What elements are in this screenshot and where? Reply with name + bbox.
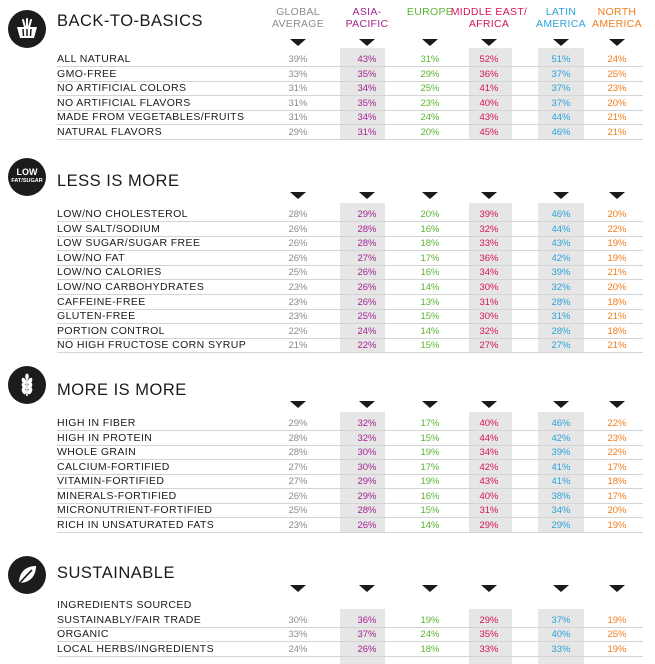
- value-global: 26%: [288, 238, 308, 250]
- value-latam: 42%: [551, 432, 571, 444]
- value-mea: 30%: [479, 282, 499, 293]
- value-asia: 36%: [357, 614, 377, 626]
- value-latam: 31%: [551, 311, 571, 323]
- basket-icon: [8, 10, 46, 48]
- value-na: 21%: [607, 267, 627, 279]
- value-asia: 29%: [357, 209, 377, 220]
- value-na: 18%: [607, 325, 627, 337]
- value-global: 23%: [288, 311, 308, 323]
- value-asia: 30%: [357, 447, 377, 458]
- value-europe: 29%: [420, 68, 440, 80]
- value-latam: 46%: [551, 209, 571, 220]
- value-global: 28%: [288, 432, 308, 444]
- row-label: LOW/NO CARBOHYDRATES: [57, 281, 205, 293]
- row-label: CAFFEINE-FREE: [57, 295, 146, 308]
- value-latam: 41%: [551, 461, 571, 473]
- value-latam: 32%: [551, 282, 571, 293]
- row-label: NO HIGH FRUCTOSE CORN SYRUP: [57, 339, 247, 352]
- value-latam: 27%: [551, 340, 571, 352]
- column-arrow: [422, 585, 438, 592]
- value-asia: 32%: [357, 432, 377, 444]
- column-arrow: [359, 39, 375, 46]
- value-europe: 17%: [420, 252, 440, 264]
- value-latam: 43%: [551, 238, 571, 250]
- value-europe: 20%: [420, 209, 440, 220]
- value-global: 29%: [288, 418, 308, 429]
- low-icon-line2: FAT/SUGAR: [11, 178, 43, 184]
- column-arrow: [422, 401, 438, 408]
- value-latam: 41%: [551, 476, 571, 487]
- leaf-icon: [8, 556, 46, 594]
- value-mea: 42%: [479, 461, 499, 473]
- value-global: 24%: [288, 643, 308, 655]
- value-mea: 41%: [479, 83, 499, 94]
- column-header-latam: [536, 6, 586, 30]
- value-global: 23%: [288, 296, 308, 308]
- value-na: 19%: [607, 238, 627, 250]
- column-header-line: AFRICA: [468, 18, 510, 30]
- value-asia: 28%: [357, 238, 377, 250]
- value-europe: 19%: [420, 447, 440, 458]
- value-asia: 29%: [357, 476, 377, 487]
- value-na: 25%: [607, 629, 627, 640]
- row-label: LOW SALT/SODIUM: [57, 222, 161, 235]
- column-header-global: [272, 6, 324, 30]
- value-latam: 38%: [551, 490, 571, 502]
- value-latam: 39%: [551, 267, 571, 279]
- value-mea: 34%: [479, 267, 499, 279]
- value-na: 17%: [607, 490, 627, 502]
- value-europe: 18%: [420, 643, 440, 655]
- value-global: 27%: [288, 476, 308, 487]
- value-latam: 37%: [551, 97, 571, 109]
- value-na: 19%: [607, 252, 627, 264]
- value-latam: 51%: [551, 54, 571, 65]
- value-asia: 31%: [357, 126, 377, 138]
- value-latam: 44%: [551, 112, 571, 123]
- value-europe: 15%: [420, 311, 440, 323]
- value-global: 31%: [288, 83, 308, 94]
- row-label: ALL NATURAL: [57, 53, 131, 65]
- value-europe: 14%: [420, 325, 440, 337]
- value-global: 31%: [288, 97, 308, 109]
- value-mea: 40%: [479, 97, 499, 109]
- column-arrow: [290, 401, 306, 408]
- section-title: SUSTAINABLE: [57, 564, 175, 582]
- row-divider: [57, 656, 643, 657]
- value-latam: 39%: [551, 447, 571, 458]
- row-label: INGREDIENTS SOURCED: [57, 599, 192, 611]
- value-asia: 37%: [357, 629, 377, 640]
- value-latam: 40%: [551, 629, 571, 640]
- column-arrow: [359, 585, 375, 592]
- value-na: 22%: [607, 447, 627, 458]
- column-arrow: [553, 192, 569, 199]
- column-arrow: [553, 585, 569, 592]
- column-header-line: MIDDLE EAST/: [450, 6, 528, 18]
- value-latam: 37%: [551, 68, 571, 80]
- value-asia: 28%: [357, 223, 377, 235]
- row-label: GMO-FREE: [57, 67, 117, 80]
- value-mea: 44%: [479, 432, 499, 444]
- value-global: 33%: [288, 68, 308, 80]
- wheat-icon: [8, 366, 46, 404]
- value-mea: 40%: [479, 418, 499, 429]
- value-europe: 20%: [420, 126, 440, 138]
- row-label: WHOLE GRAIN: [57, 446, 137, 458]
- value-latam: 46%: [551, 418, 571, 429]
- value-global: 25%: [288, 505, 308, 516]
- value-mea: 39%: [479, 209, 499, 220]
- row-divider: [57, 139, 643, 140]
- column-arrow: [609, 192, 625, 199]
- value-europe: 17%: [420, 461, 440, 473]
- value-asia: 26%: [357, 282, 377, 293]
- row-label: RICH IN UNSATURATED FATS: [57, 518, 215, 531]
- row-label: MADE FROM VEGETABLES/FRUITS: [57, 111, 245, 123]
- value-mea: 33%: [479, 238, 499, 250]
- value-europe: 31%: [420, 54, 440, 65]
- row-divider: [57, 532, 643, 533]
- value-asia: 34%: [357, 112, 377, 123]
- value-asia: 28%: [357, 505, 377, 516]
- row-label-continued: SUSTAINABLY/FAIR TRADE: [57, 613, 202, 626]
- value-na: 21%: [607, 126, 627, 138]
- low-icon-line1: LOW: [16, 167, 38, 177]
- value-global: 33%: [288, 629, 308, 640]
- value-mea: 31%: [479, 296, 499, 308]
- value-asia: 26%: [357, 267, 377, 279]
- value-europe: 14%: [420, 282, 440, 293]
- value-mea: 43%: [479, 112, 499, 123]
- value-mea: 40%: [479, 490, 499, 502]
- row-label: ORGANIC: [57, 628, 109, 640]
- value-global: 25%: [288, 267, 308, 279]
- value-na: 21%: [607, 311, 627, 323]
- row-label: GLUTEN-FREE: [57, 310, 136, 323]
- column-header-line: AMERICA: [592, 18, 642, 30]
- value-mea: 30%: [479, 311, 499, 323]
- column-header-line: LATIN: [545, 6, 577, 18]
- column-header-line: ASIA-: [352, 6, 382, 18]
- value-asia: 26%: [357, 643, 377, 655]
- value-mea: 32%: [479, 325, 499, 337]
- value-latam: 28%: [551, 325, 571, 337]
- value-global: 30%: [288, 614, 308, 626]
- column-header-line: EUROPE: [406, 6, 454, 18]
- value-na: 21%: [607, 340, 627, 352]
- row-label: LOW/NO CALORIES: [57, 266, 162, 279]
- value-asia: 32%: [357, 418, 377, 429]
- value-na: 20%: [607, 282, 627, 293]
- row-label: NATURAL FLAVORS: [57, 125, 162, 138]
- row-label: LOW SUGAR/SUGAR FREE: [57, 237, 201, 250]
- value-mea: 34%: [479, 447, 499, 458]
- value-europe: 24%: [420, 629, 440, 640]
- row-label: NO ARTIFICIAL FLAVORS: [57, 96, 191, 109]
- column-arrow: [359, 401, 375, 408]
- value-global: 39%: [288, 54, 308, 65]
- value-asia: 27%: [357, 252, 377, 264]
- value-asia: 34%: [357, 83, 377, 94]
- value-na: 19%: [607, 614, 627, 626]
- value-global: 28%: [288, 209, 308, 220]
- value-na: 24%: [607, 54, 627, 65]
- value-mea: 36%: [479, 252, 499, 264]
- column-header-line: GLOBAL: [276, 6, 320, 18]
- row-label: MICRONUTRIENT-FORTIFIED: [57, 504, 213, 516]
- low-fat-sugar-icon: [8, 158, 46, 196]
- column-header-asia: [346, 6, 389, 30]
- value-europe: 23%: [420, 97, 440, 109]
- row-label: MINERALS-FORTIFIED: [57, 489, 177, 502]
- value-europe: 25%: [420, 83, 440, 94]
- value-na: 19%: [607, 643, 627, 655]
- value-europe: 15%: [420, 340, 440, 352]
- column-arrow: [553, 401, 569, 408]
- column-arrow: [290, 585, 306, 592]
- value-latam: 34%: [551, 505, 571, 516]
- value-global: 27%: [288, 461, 308, 473]
- value-europe: 14%: [420, 519, 440, 531]
- value-europe: 16%: [420, 223, 440, 235]
- value-na: 20%: [607, 97, 627, 109]
- value-global: 26%: [288, 223, 308, 235]
- value-mea: 29%: [479, 519, 499, 531]
- value-asia: 26%: [357, 519, 377, 531]
- value-europe: 16%: [420, 267, 440, 279]
- value-europe: 16%: [420, 490, 440, 502]
- column-header-europe: [407, 6, 453, 18]
- column-header-line: AVERAGE: [271, 18, 325, 30]
- value-europe: 19%: [420, 476, 440, 487]
- value-na: 19%: [607, 519, 627, 531]
- section-title: LESS IS MORE: [57, 172, 180, 190]
- column-arrow: [290, 39, 306, 46]
- column-arrow: [359, 192, 375, 199]
- value-global: 26%: [288, 252, 308, 264]
- row-label: LOCAL HERBS/INGREDIENTS: [57, 642, 215, 655]
- value-mea: 43%: [479, 476, 499, 487]
- column-arrow: [481, 39, 497, 46]
- value-na: 20%: [607, 209, 627, 220]
- value-na: 23%: [607, 432, 627, 444]
- value-global: 29%: [288, 126, 308, 138]
- value-europe: 13%: [420, 296, 440, 308]
- value-latam: 46%: [551, 126, 571, 138]
- value-mea: 52%: [479, 54, 499, 65]
- value-latam: 44%: [551, 223, 571, 235]
- value-europe: 19%: [420, 614, 440, 626]
- value-mea: 31%: [479, 505, 499, 516]
- value-asia: 24%: [357, 325, 377, 337]
- value-europe: 18%: [420, 238, 440, 250]
- value-asia: 29%: [357, 490, 377, 502]
- value-mea: 33%: [479, 643, 499, 655]
- value-latam: 28%: [551, 296, 571, 308]
- row-label: PORTION CONTROL: [57, 324, 165, 337]
- row-label: LOW/NO CHOLESTEROL: [57, 208, 188, 220]
- column-arrow: [422, 39, 438, 46]
- row-label: NO ARTIFICIAL COLORS: [57, 82, 187, 94]
- value-global: 28%: [288, 447, 308, 458]
- row-label: LOW/NO FAT: [57, 251, 125, 264]
- row-label: CALCIUM-FORTIFIED: [57, 460, 170, 473]
- value-asia: 35%: [357, 97, 377, 109]
- value-global: 22%: [288, 325, 308, 337]
- column-header-mea: [451, 6, 528, 30]
- column-header-line: AMERICA: [536, 18, 586, 30]
- value-na: 25%: [607, 68, 627, 80]
- value-global: 21%: [288, 340, 308, 352]
- column-arrow: [609, 401, 625, 408]
- value-asia: 43%: [357, 54, 377, 65]
- value-latam: 37%: [551, 83, 571, 94]
- value-asia: 22%: [357, 340, 377, 352]
- value-na: 22%: [607, 418, 627, 429]
- value-global: 23%: [288, 282, 308, 293]
- value-asia: 30%: [357, 461, 377, 473]
- column-arrow: [481, 401, 497, 408]
- value-asia: 25%: [357, 311, 377, 323]
- value-mea: 27%: [479, 340, 499, 352]
- column-header-line: PACIFIC: [345, 18, 389, 30]
- value-mea: 36%: [479, 68, 499, 80]
- value-na: 23%: [607, 83, 627, 94]
- row-label: HIGH IN FIBER: [57, 417, 136, 429]
- value-mea: 35%: [479, 629, 499, 640]
- column-arrow: [422, 192, 438, 199]
- column-arrow: [553, 39, 569, 46]
- column-header-line: NORTH: [597, 6, 637, 18]
- value-na: 18%: [607, 476, 627, 487]
- column-arrow: [609, 39, 625, 46]
- value-na: 18%: [607, 296, 627, 308]
- section-title: MORE IS MORE: [57, 381, 187, 399]
- value-latam: 37%: [551, 614, 571, 626]
- row-divider: [57, 352, 643, 353]
- value-global: 23%: [288, 519, 308, 531]
- value-latam: 42%: [551, 252, 571, 264]
- value-na: 17%: [607, 461, 627, 473]
- value-na: 20%: [607, 505, 627, 516]
- value-global: 26%: [288, 490, 308, 502]
- column-header-na: [592, 6, 642, 30]
- value-mea: 32%: [479, 223, 499, 235]
- value-global: 31%: [288, 112, 308, 123]
- value-europe: 15%: [420, 505, 440, 516]
- column-arrow: [290, 192, 306, 199]
- value-mea: 29%: [479, 614, 499, 626]
- value-na: 21%: [607, 112, 627, 123]
- column-arrow: [609, 585, 625, 592]
- value-asia: 26%: [357, 296, 377, 308]
- row-label: VITAMIN-FORTIFIED: [57, 475, 165, 487]
- column-arrow: [481, 192, 497, 199]
- section-title: BACK-TO-BASICS: [57, 12, 204, 30]
- value-latam: 33%: [551, 643, 571, 655]
- value-latam: 29%: [551, 519, 571, 531]
- value-mea: 45%: [479, 126, 499, 138]
- value-europe: 24%: [420, 112, 440, 123]
- value-europe: 17%: [420, 418, 440, 429]
- value-europe: 15%: [420, 432, 440, 444]
- value-asia: 35%: [357, 68, 377, 80]
- column-arrow: [481, 585, 497, 592]
- value-na: 22%: [607, 223, 627, 235]
- row-label: HIGH IN PROTEIN: [57, 431, 153, 444]
